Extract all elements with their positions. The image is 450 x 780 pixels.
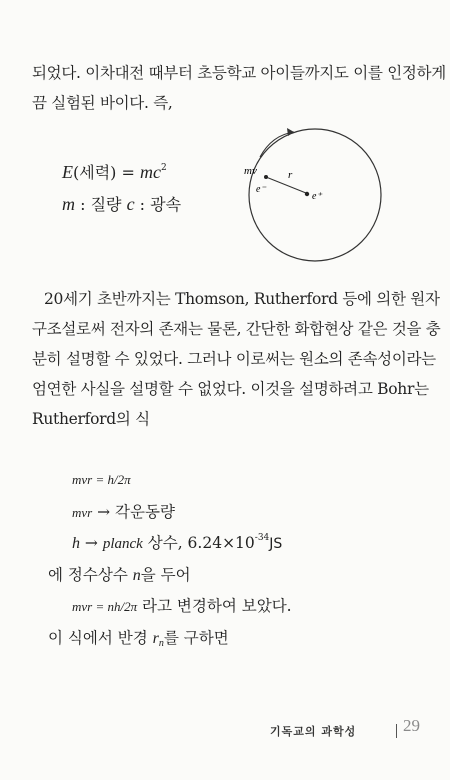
body-paragraph xyxy=(32,284,441,434)
planck-const-text: 상수, 6.24×10 xyxy=(142,534,255,552)
square-exponent: 2 xyxy=(160,163,167,173)
eq1-rhs: = h/2π xyxy=(92,472,131,487)
mvr-symbol-2: mvr xyxy=(72,505,93,520)
quantized-expr: mvr = nh/2π xyxy=(72,599,138,614)
energy-symbol: E xyxy=(62,162,73,182)
arrow-head xyxy=(287,128,294,136)
mvr-symbol: mvr xyxy=(72,472,93,487)
eq-planck xyxy=(72,531,282,553)
eq5-post: 라고 변경하여 보았다. xyxy=(137,597,292,615)
electron-label: e⁻ xyxy=(256,184,266,195)
para-line-2: 구조설로써 전자의 존재는 물론, 간단한 화합현상 같은 것을 충 xyxy=(32,320,441,338)
running-footer-title: 기독교의 과학성 xyxy=(270,725,357,738)
para-line-1: 20세기 초반까지는 Thomson, Rutherford 등에 의한 원자 xyxy=(44,290,440,308)
eq4-post: 을 두어 xyxy=(140,566,191,584)
eq-angular-momentum xyxy=(72,470,131,488)
para-line-5: Rutherford의 식 xyxy=(32,410,150,428)
eq4-pre: 에 정수상수 xyxy=(48,566,133,584)
eq6-post: 를 구하면 xyxy=(163,629,229,647)
footer-divider xyxy=(396,724,397,738)
radius-subscript: n xyxy=(158,638,164,649)
mv-label: mv xyxy=(244,165,257,177)
intro-line-2: 끔 실험된 바이다. 즉, xyxy=(32,94,173,112)
light-speed-symbol: c xyxy=(126,194,135,214)
n-symbol: n xyxy=(132,567,141,584)
para-line-4: 엄연한 사실을 설명할 수 없었다. 이것을 설명하려고 Bohr는 xyxy=(32,380,429,398)
mass-desc: : 질량 xyxy=(75,195,127,214)
eq-quantized xyxy=(72,594,292,616)
r-label: r xyxy=(288,169,293,181)
radius-symbol: r xyxy=(152,630,159,647)
eq-integer-intro xyxy=(48,563,191,585)
eq-mvr-meaning xyxy=(72,500,175,522)
atom-diagram xyxy=(240,120,390,270)
mass-symbol: m xyxy=(62,194,75,214)
eq2-rhs: → 각운동량 xyxy=(92,503,175,521)
eq6-pre: 이 식에서 반경 xyxy=(48,629,153,647)
formula-legend xyxy=(62,192,181,215)
page-number: 29 xyxy=(403,716,420,735)
orbit-arrow xyxy=(260,132,294,157)
planck-word: planck xyxy=(102,536,143,552)
h-symbol: h xyxy=(72,535,80,552)
energy-label: (세력) = xyxy=(73,163,140,182)
electron-dot xyxy=(264,175,268,179)
light-speed-desc: : 광속 xyxy=(134,195,182,214)
planck-unit: JS xyxy=(269,536,283,552)
eq-radius-intro xyxy=(48,626,229,648)
arrow-symbol: → xyxy=(80,534,103,552)
radius-line xyxy=(266,177,306,193)
intro-line-1: 되었다. 이차대전 때부터 초등학교 아이들까지도 이를 인정하게 xyxy=(32,64,446,82)
intro-paragraph xyxy=(32,58,446,118)
nucleus-label: e⁺ xyxy=(312,191,322,202)
mc-symbol: mc xyxy=(139,162,161,182)
energy-equation xyxy=(62,160,167,183)
para-line-3: 분히 설명할 수 있었다. 그러나 이로써는 원소의 존속성이라는 xyxy=(32,350,436,368)
planck-exponent: -34 xyxy=(254,533,270,543)
nucleus-dot xyxy=(305,192,309,196)
